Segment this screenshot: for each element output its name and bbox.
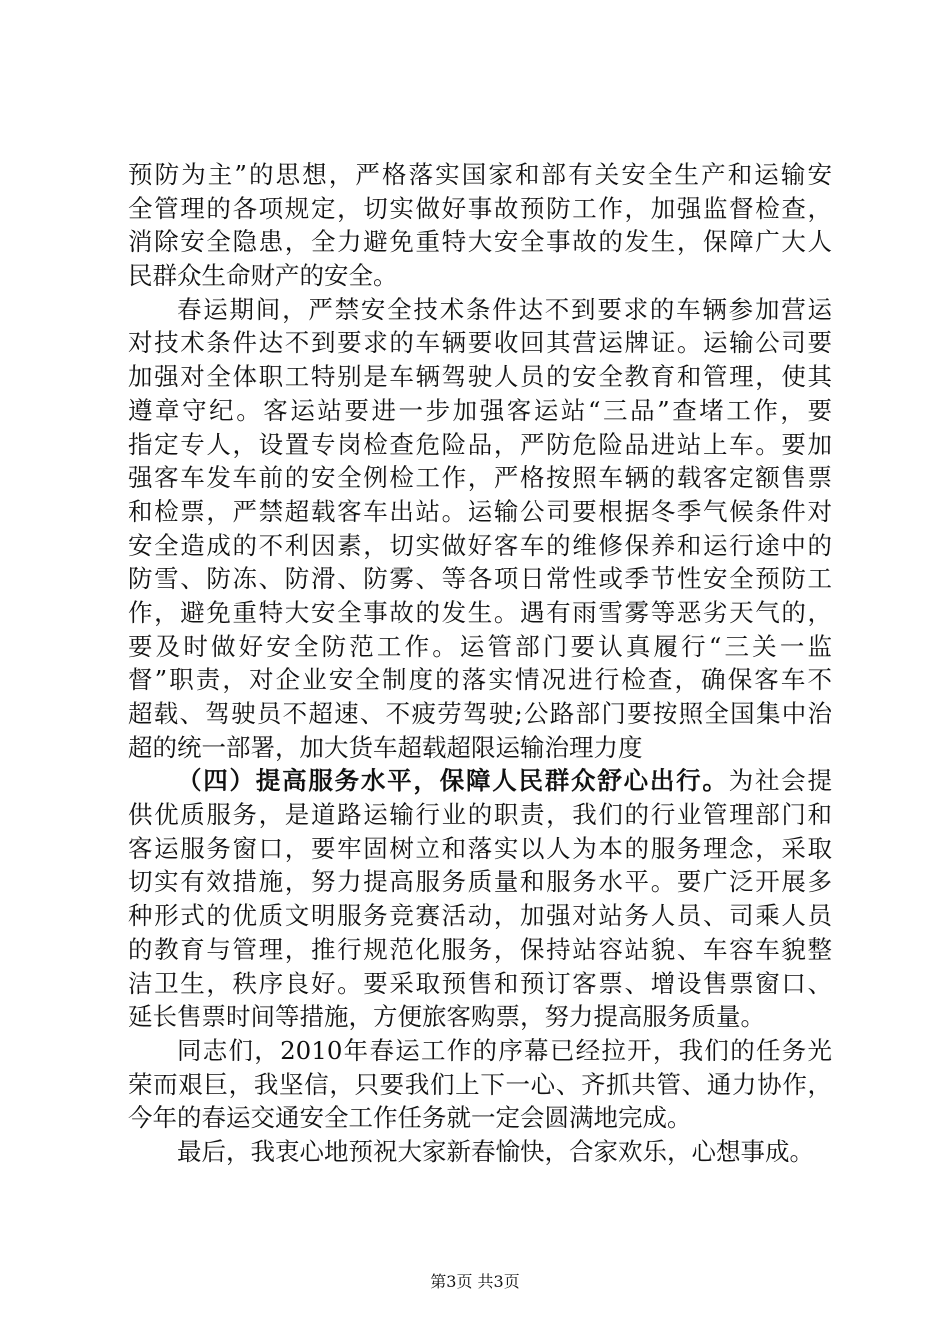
page-number-footer: 第3页 共3页 (430, 1272, 520, 1291)
text-line: 荣而艰巨，我坚信，只要我们上下一心、齐抓共管、通力协作， (128, 1069, 832, 1099)
text-line: 延长售票时间等措施，方便旅客购票，努力提高服务质量。 (128, 1002, 765, 1032)
paragraph (128, 764, 832, 1034)
text-line: 消除安全隐患，全力避免重特大安全事故的发生，保障广大人 (128, 227, 832, 257)
text-line: 最后，我衷心地预祝大家新春愉快，合家欢乐，心想事成。 (177, 1136, 814, 1166)
text-line: 民群众生命财产的安全。 (128, 261, 398, 291)
text-line: 客运服务窗口，要牢固树立和落实以人为本的服务理念，采取 (128, 833, 832, 863)
document-body (128, 158, 832, 1169)
text-line: 超的统一部署，加大货车超载超限运输治理力度 (128, 732, 643, 762)
paragraph (128, 293, 832, 765)
text-line: 预防为主”的思想，严格落实国家和部有关安全生产和运输安 (128, 160, 832, 189)
paragraph (128, 158, 832, 293)
text-line: 切实有效措施，努力提高服务质量和服务水平。要广泛开展多 (128, 867, 832, 897)
text-line: 洁卫生，秩序良好。要采取预售和预订客票、增设售票窗口、 (128, 968, 832, 998)
text-line: 强客车发车前的安全例检工作，严格按照车辆的载客定额售票 (128, 463, 832, 493)
text-line: 全管理的各项规定，切实做好事故预防工作，加强监督检查， (128, 193, 832, 223)
text-line: 指定专人，设置专岗检查危险品，严防危险品进站上车。要加 (128, 429, 832, 459)
text-line: 防雪、防冻、防滑、防雾、等各项日常性或季节性安全预防工 (128, 564, 832, 594)
text-line (128, 764, 832, 798)
text-line: 安全造成的不利因素，切实做好客车的维修保养和运行途中的 (128, 530, 832, 560)
paragraph (128, 1034, 832, 1135)
text-line: 和检票，严禁超载客车出站。运输公司要根据冬季气候条件对 (128, 496, 832, 526)
text-line: 超载、驾驶员不超速、不疲劳驾驶;公路部门要按照全国集中治 (128, 699, 832, 728)
text-run: 为社会提 (728, 766, 832, 796)
section-heading: （四）提高服务水平，保障人民群众舒心出行。 (177, 766, 729, 796)
text-line: 的教育与管理，推行规范化服务，保持站容站貌、车容车貌整 (128, 934, 832, 964)
text-line: 种形式的优质文明服务竞赛活动，加强对站务人员、司乘人员 (128, 901, 832, 931)
text-line: 同志们，2010年春运工作的序幕已经拉开，我们的任务光 (177, 1035, 832, 1065)
text-line: 春运期间，严禁安全技术条件达不到要求的车辆参加营运 (177, 294, 832, 324)
text-line: 遵章守纪。客运站要进一步加强客运站“三品”查堵工作，要 (128, 395, 832, 425)
text-line: 今年的春运交通安全工作任务就一定会圆满地完成。 (128, 1103, 692, 1133)
text-line: 要及时做好安全防范工作。运管部门要认真履行“三关一监 (128, 631, 832, 661)
text-line: 加强对全体职工特别是车辆驾驶人员的安全教育和管理，使其 (128, 362, 832, 392)
text-line: 对技术条件达不到要求的车辆要收回其营运牌证。运输公司要 (128, 328, 832, 358)
paragraph (128, 1135, 832, 1169)
text-line: 供优质服务，是道路运输行业的职责，我们的行业管理部门和 (128, 800, 832, 830)
text-line: 作，避免重特大安全事故的发生。遇有雨雪雾等恶劣天气的， (128, 597, 832, 627)
text-line: 督”职责，对企业安全制度的落实情况进行检查，确保客车不 (128, 665, 832, 695)
